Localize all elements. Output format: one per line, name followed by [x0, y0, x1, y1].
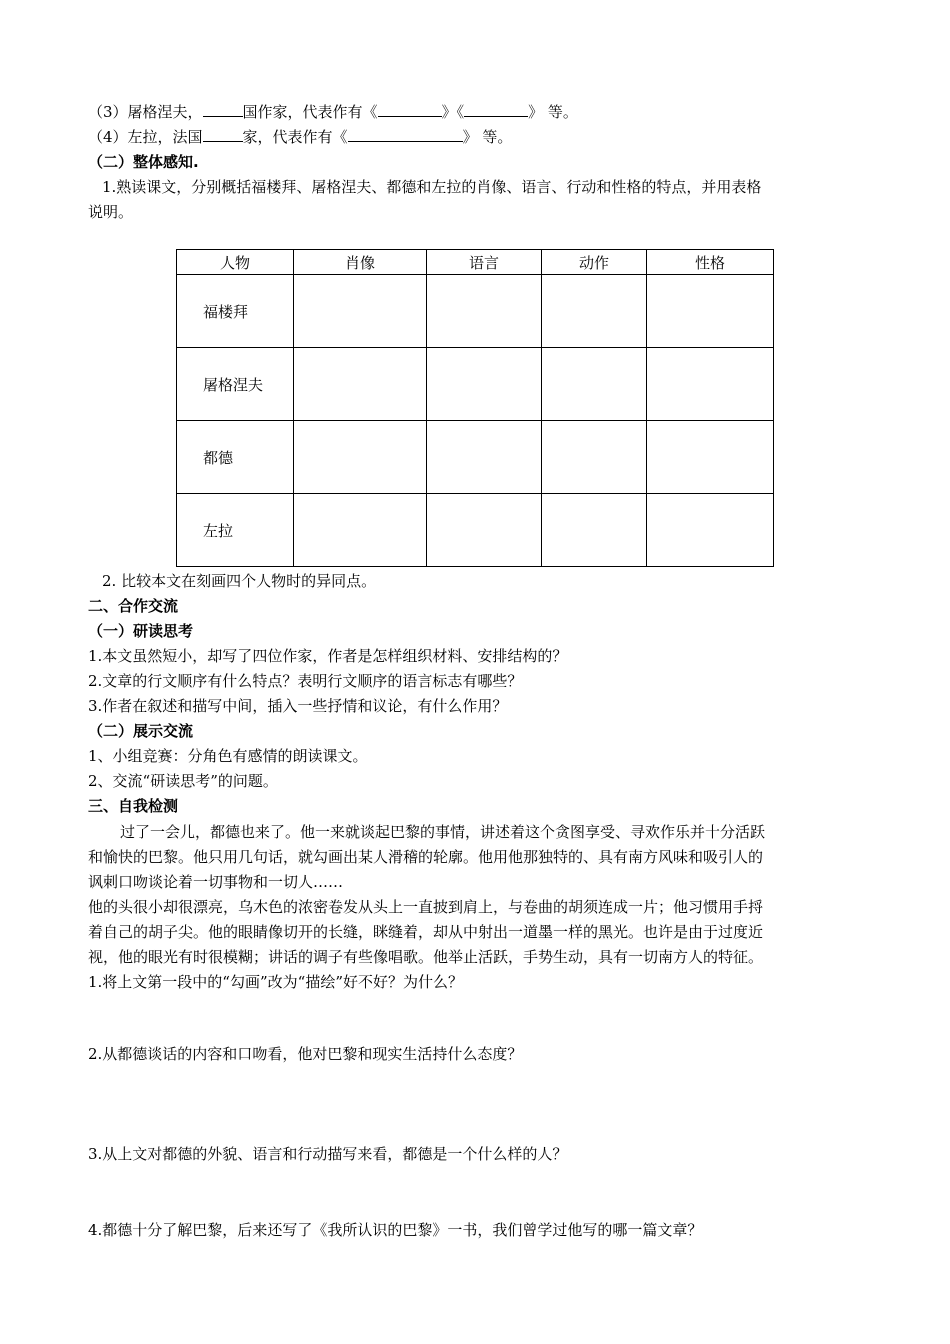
table-cell[interactable] [542, 421, 647, 494]
item3-text: （3）屠格涅夫， [88, 103, 203, 121]
test-question: 2.从都德谈话的内容和口吻看，他对巴黎和现实生活持什么态度？ [88, 1045, 523, 1063]
study-question: 3.作者在叙述和描写中间，插入一些抒情和议论，有什么作用？ [88, 697, 508, 715]
item4-text: （4）左拉，法国 [88, 128, 203, 146]
q1-line1: 1.熟读课文，分别概括福楼拜、屠格涅夫、都德和左拉的肖像、语言、行动和性格的特点，并用表格 [102, 178, 762, 196]
q2: 2. 比较本文在刻画四个人物时的异同点。 [102, 572, 377, 590]
table-cell[interactable] [427, 275, 542, 348]
item3-post: 》 等。 [528, 103, 578, 121]
fill-in-item-3 [88, 100, 578, 124]
item4-post: 》 等。 [462, 128, 513, 146]
row-name: 左拉 [177, 494, 294, 567]
table-cell[interactable] [294, 421, 427, 494]
table-row [177, 348, 774, 421]
table-row [177, 275, 774, 348]
passage-line: 着自己的胡子尖。他的眼睛像切开的长缝，眯缝着，却从中射出一道墨一样的黑光。也许是由于过度近 [88, 923, 764, 941]
sub-heading-study: （一）研读思考 [88, 622, 194, 640]
share-item: 2、交流“研读思考”的问题。 [88, 772, 278, 790]
study-question: 1.本文虽然短小，却写了四位作家，作者是怎样组织材料、安排结构的？ [88, 647, 568, 665]
table-cell[interactable] [542, 275, 647, 348]
section-cooperate-heading: 二、合作交流 [88, 597, 179, 615]
passage-line: 讽刺口吻谈论着一切事物和一切人…… [88, 873, 344, 891]
passage-line: 过了一会儿，都德也来了。他一来就谈起巴黎的事情，讲述着这个贪图享受、寻欢作乐并十分活跃 [120, 823, 766, 841]
item3-sep: 》《 [441, 103, 465, 121]
header-action: 动作 [542, 250, 647, 275]
item4-mid: 家，代表作有《 [242, 128, 348, 146]
table-row [177, 494, 774, 567]
fill-in-item-4 [88, 125, 512, 149]
table-cell[interactable] [647, 494, 774, 567]
table-row [177, 421, 774, 494]
table-cell[interactable] [542, 348, 647, 421]
table-cell[interactable] [294, 494, 427, 567]
row-name: 都德 [177, 421, 294, 494]
sub-heading-share: （二）展示交流 [88, 722, 194, 740]
table-cell[interactable] [427, 348, 542, 421]
row-name: 福楼拜 [177, 275, 294, 348]
table-cell[interactable] [427, 494, 542, 567]
table-cell[interactable] [542, 494, 647, 567]
table-header-row [177, 250, 774, 275]
test-question: 1.将上文第一段中的“勾画”改为“描绘”好不好？为什么？ [88, 973, 463, 991]
table-cell[interactable] [647, 348, 774, 421]
test-question: 3.从上文对都德的外貌、语言和行动描写来看，都德是一个什么样的人？ [88, 1145, 568, 1163]
table-cell[interactable] [294, 348, 427, 421]
passage-line: 视，他的眼光有时很模糊；讲话的调子有些像唱歌。他举止活跃，手势生动，具有一切南方人的特征。 [88, 948, 764, 966]
table-cell[interactable] [427, 421, 542, 494]
table-cell[interactable] [294, 275, 427, 348]
blank-work-1[interactable] [378, 100, 442, 117]
row-name: 屠格涅夫 [177, 348, 294, 421]
header-character: 人物 [177, 250, 294, 275]
blank-work-2[interactable] [464, 100, 528, 117]
section-test-heading: 三、自我检测 [88, 797, 179, 815]
header-portrait: 肖像 [294, 250, 427, 275]
blank-profession[interactable] [203, 125, 243, 142]
passage-line: 和愉快的巴黎。他只用几句话，就勾画出某人滑稽的轮廓。他用他那独特的、具有南方风味和吸引人的 [88, 848, 764, 866]
table-cell[interactable] [647, 421, 774, 494]
header-language: 语言 [427, 250, 542, 275]
study-question: 2.文章的行文顺序有什么特点？表明行文顺序的语言标志有哪些？ [88, 672, 523, 690]
blank-country[interactable] [203, 100, 243, 117]
share-item: 1、小组竞赛：分角色有感情的朗读课文。 [88, 747, 368, 765]
blank-work[interactable] [348, 125, 463, 142]
q1-line2: 说明。 [88, 203, 134, 221]
table-cell[interactable] [647, 275, 774, 348]
character-table [176, 249, 774, 567]
section-overview-heading: （二）整体感知. [88, 153, 199, 171]
item3-mid: 国作家，代表作有《 [242, 103, 378, 121]
passage-line: 他的头很小却很漂亮，乌木色的浓密卷发从头上一直披到肩上，与卷曲的胡须连成一片；他习惯用手捋 [88, 898, 764, 916]
header-personality: 性格 [647, 250, 774, 275]
test-question: 4.都德十分了解巴黎，后来还写了《我所认识的巴黎》一书，我们曾学过他写的哪一篇文章？ [88, 1221, 703, 1239]
